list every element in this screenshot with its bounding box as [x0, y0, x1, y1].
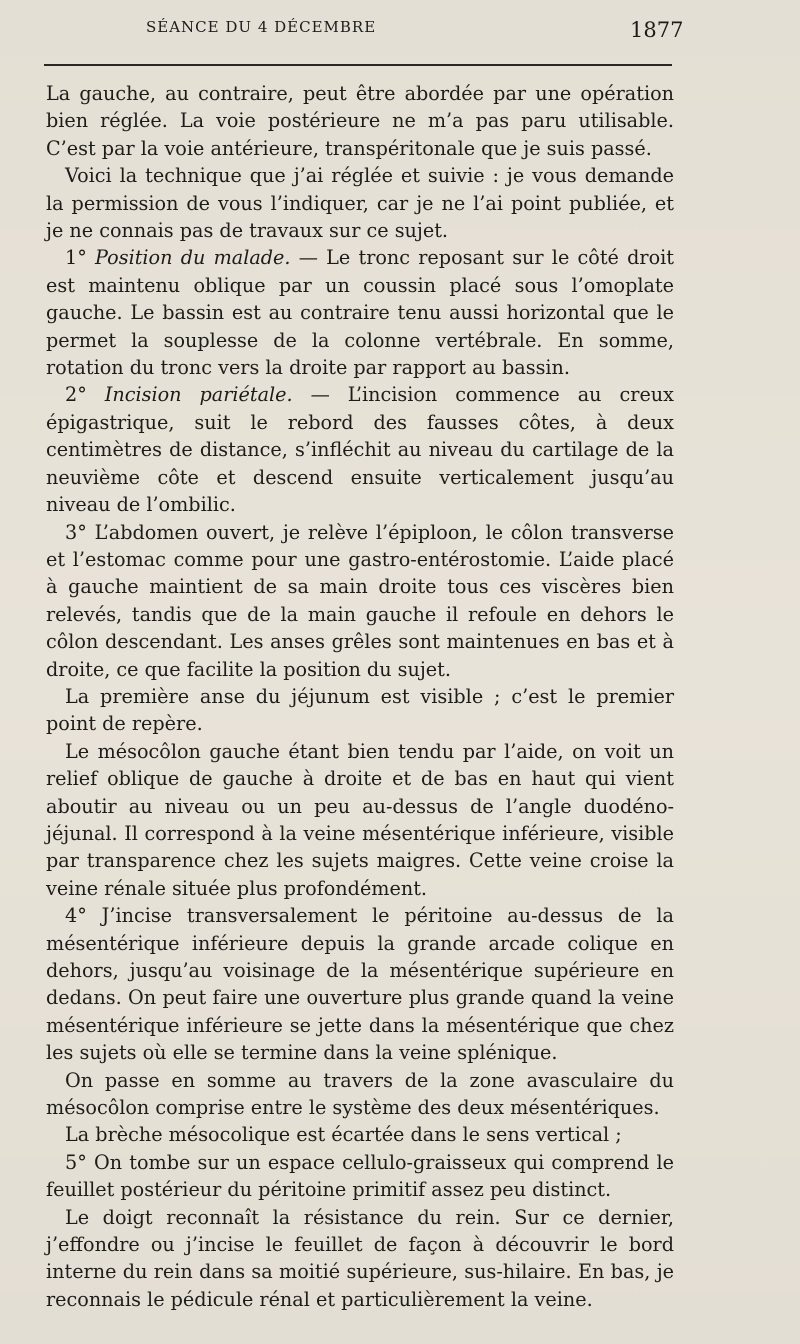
paragraph-step-4: 4° J’incise transversalement le péritoine au-dessus de la mésentérique inférieure depuis la grande arcade colique en dehors, jusqu’au voisinage de la mésentérique supérieure en dedans. On peut faire une ouverture plus grande quand la veine mésentérique inférieure se jette dans la mésentérique que chez les sujets où elle se termine dans la veine splénique.	[46, 904, 674, 1065]
paragraph-incision-parietale: 2° Incision pariétale. — L’incision commence au creux épigastrique, suit le rebord des fausses côtes, à deux centimètres de distance, s’infléchit au niveau du cartilage de la neuvième côte et descend ensuite verticalement jusqu’au niveau de l’ombilic.	[46, 383, 674, 517]
paragraph-step-3: 3° L’abdomen ouvert, je relève l’épiploon, le côlon transverse et l’estomac comme pour une gastro-entérostomie. L’aide placé à gauche maintient de sa main droite tous ces viscères bien relevés, tandis que de la main gauche il refoule en dehors le côlon descendant. Les anses grêles sont maintenues en bas et à droite, ce que facilite la position du sujet.	[46, 520, 674, 681]
paragraph-6: La première anse du jéjunum est visible ; c’est le premier point de repère.	[46, 684, 674, 736]
paragraph-7: Le mésocôlon gauche étant bien tendu par l’aide, on voit un relief oblique de gauche à droite et de bas en haut qui vient aboutir au niveau ou un peu au-dessus de l’angle duodéno-jéjunal. Il correspond à la veine mésentérique inférieure, visible par transparence chez les sujets maigres. Cette veine croise la veine rénale située plus profondément.	[46, 739, 674, 900]
header-rule	[44, 64, 672, 66]
paragraph-1: La gauche, au contraire, peut être abordée par une opération bien réglée. La voie postérieure ne m’a pas paru utilisable. C’est par la voie antérieure, transpéritonale que je suis passé.	[46, 82, 674, 160]
section-heading: Position du malade.	[95, 246, 291, 270]
paragraph-10: La brèche mésocolique est écartée dans le sens vertical ;	[65, 1123, 622, 1147]
running-head-title: SÉANCE DU 4 DÉCEMBRE	[146, 18, 377, 36]
paragraph-position-du-malade: 1° Position du malade. — Le tronc reposant sur le côté droit est maintenu oblique par un coussin placé sous l’omoplate gauche. Le bassin est au contraire tenu aussi horizontal que le permet la souplesse de la colonne vertébrale. En somme, rotation du tronc vers la droite par rapport au bassin.	[46, 246, 674, 380]
running-head	[46, 18, 672, 48]
paragraph-9: On passe en somme au travers de la zone avasculaire du mésocôlon comprise entre le système des deux mésentériques.	[46, 1068, 674, 1120]
page-number: 1877	[630, 18, 684, 42]
paragraph-12: Le doigt reconnaît la résistance du rein. Sur ce dernier, j’effondre ou j’incise le feuillet de façon à découvrir le bord interne du rein dans sa moitié supérieure, sus-hilaire. En bas, je reconnais le pédicule rénal et particulièrement la veine.	[46, 1205, 674, 1311]
body-text	[46, 80, 674, 1313]
paragraph-step-5: 5° On tombe sur un espace cellulo-graisseux qui comprend le feuillet postérieur du péritoine primitif assez peu distinct.	[46, 1150, 674, 1202]
paragraph-2: Voici la technique que j’ai réglée et suivie : je vous demande la permission de vous l’indiquer, car je ne l’ai point publiée, et je ne connais pas de travaux sur ce sujet.	[46, 164, 674, 243]
section-heading: Incision pariétale.	[104, 383, 293, 407]
